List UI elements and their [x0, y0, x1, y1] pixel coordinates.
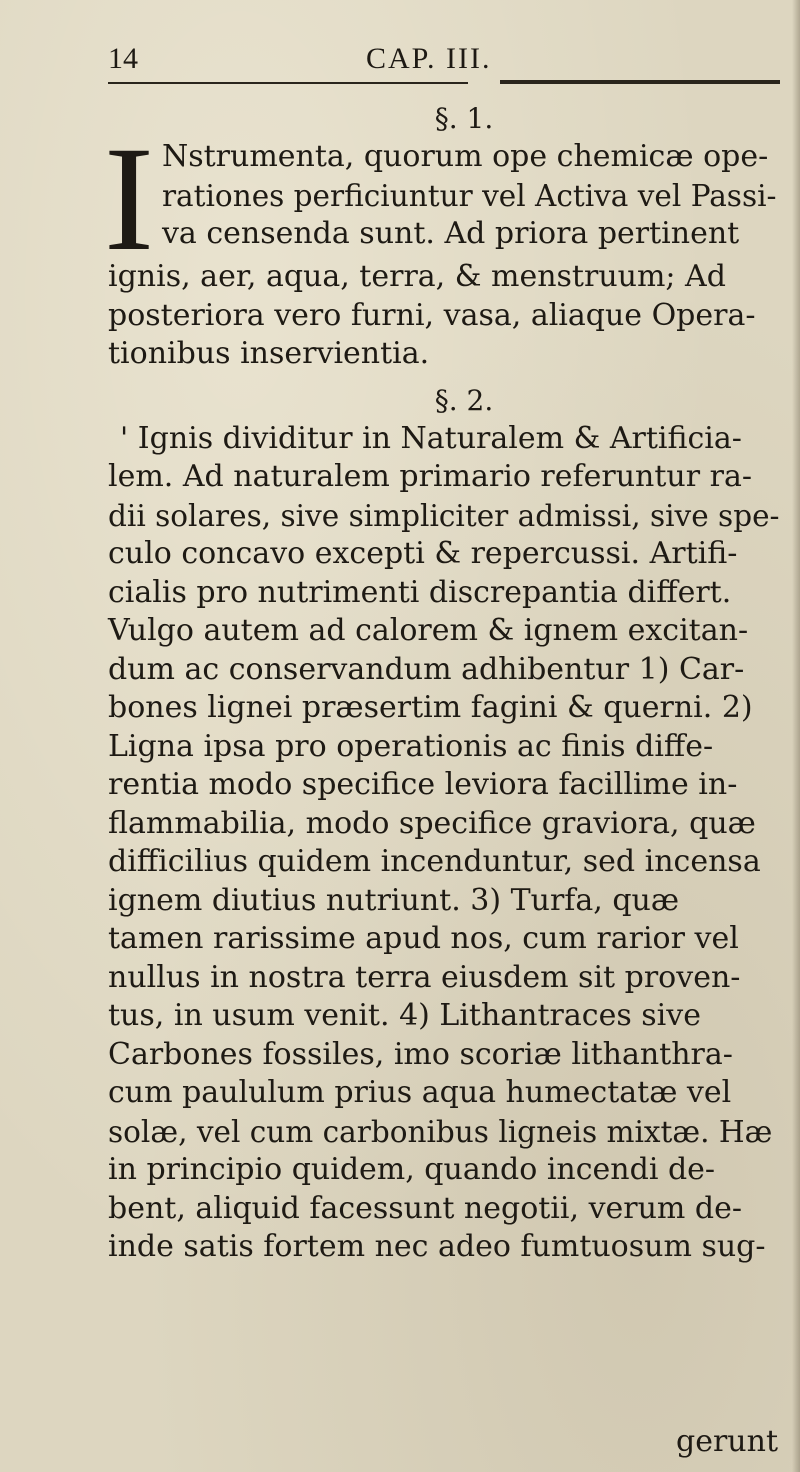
page-header: [108, 38, 780, 78]
text-line: ignis, aer, aqua, terra, & menstruum; Ad: [108, 259, 726, 294]
text-line: in principio quidem, quando incendi de-: [108, 1152, 716, 1187]
text-line: cialis pro nutrimenti discrepantia differt.: [108, 574, 732, 610]
header-rule-left: [108, 82, 468, 84]
text-line: cum paululum prius aqua humectatæ vel: [108, 1075, 732, 1110]
text-line: solæ, vel cum carbonibus ligneis mixtæ. Hæ: [108, 1114, 773, 1149]
text-line: bent, aliquid facessunt negotii, verum de-: [108, 1190, 743, 1226]
text-line: tamen rarissime apud nos, cum rarior vel: [108, 921, 739, 956]
section-1-paragraph: [104, 116, 780, 374]
text-line: dum ac conservandum adhibentur 1) Car-: [108, 651, 745, 687]
drop-cap: I: [104, 116, 154, 282]
text-line: Ligna ipsa pro operationis ac finis diffe-: [108, 728, 714, 764]
text-line: ignem diutius nutriunt. 3) Turfa, quæ: [108, 882, 680, 918]
section-2-paragraph: [108, 420, 780, 1267]
text-line: Vulgo autem ad calorem & ignem excitan-: [108, 613, 749, 648]
text-line: tionibus inservientia.: [108, 336, 430, 371]
catchword: gerunt: [676, 1424, 778, 1459]
text-line: bones lignei præsertim fagini & querni. 2): [108, 690, 753, 725]
page-number: 14: [108, 42, 138, 75]
text-line: nullus in nostra terra eiusdem sit proven-: [108, 959, 741, 995]
text-line: rationes perficiuntur vel Activa vel Passi-: [161, 178, 777, 213]
text-line: Carbones fossiles, imo scoriæ lithanthra-: [108, 1036, 733, 1072]
text-line: dii solares, sive simpliciter admissi, sive spe-: [108, 498, 780, 533]
text-line: va censenda sunt. Ad priora pertinent: [161, 216, 740, 251]
page-edge-shadow: [792, 0, 800, 1472]
text-line: Nstrumenta, quorum ope chemicæ ope-: [161, 139, 769, 174]
text-line: inde satis fortem nec adeo fumtuosum sug-: [108, 1229, 766, 1264]
section-mark-1: §. 1.: [434, 102, 494, 135]
section-mark-2: §. 2.: [434, 383, 494, 417]
running-head: CAP. III.: [366, 42, 492, 75]
text-line: culo concavo excepti & repercussi. Artifi-: [108, 536, 738, 571]
text-line: ' Ignis dividitur in Naturalem & Artificia-: [120, 420, 742, 456]
body-text: [104, 100, 780, 1267]
text-line: lem. Ad naturalem primario referuntur ra-: [108, 459, 752, 494]
text-line: difficilius quidem incenduntur, sed incensa: [108, 844, 761, 879]
text-line: tus, in usum venit. 4) Lithantraces sive: [108, 998, 701, 1033]
header-rule-right: [500, 80, 780, 84]
text-line: posteriora vero furni, vasa, aliaque Opera-: [108, 297, 756, 333]
text-line: rentia modo specifice leviora facillime in-: [108, 767, 738, 802]
text-line: flammabilia, modo specifice graviora, quæ: [108, 805, 756, 841]
